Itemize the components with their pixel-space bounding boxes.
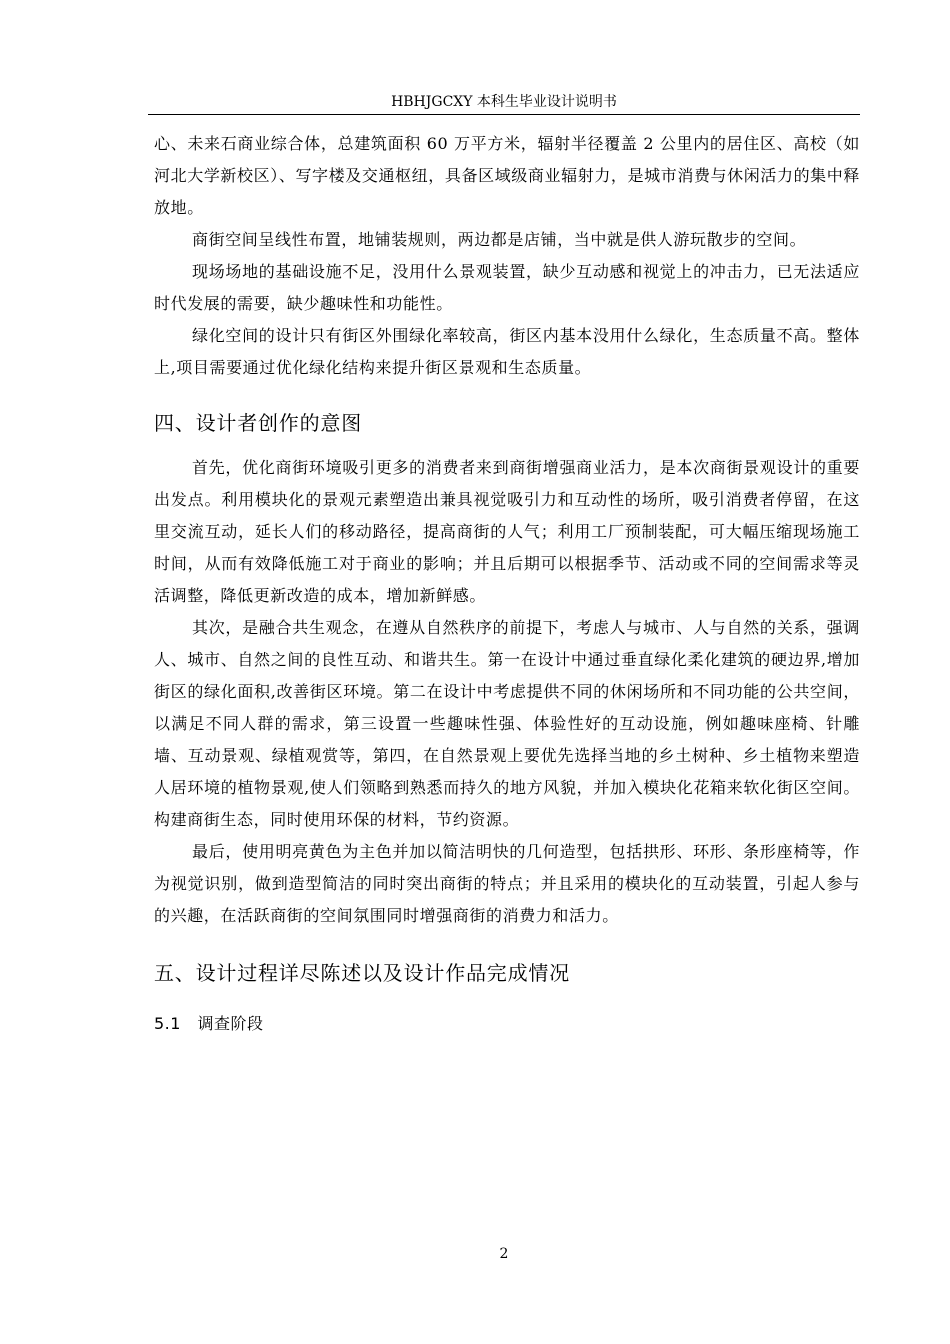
body-paragraph: 其次，是融合共生观念，在遵从自然秩序的前提下，考虑人与城市、人与自然的关系，强调人、城市、自然之间的良性互动、和谐共生。第一在设计中通过垂直绿化柔化建筑的硬边界,增加街区的绿化面积,改善街区环境。第二在设计中考虑提供不同的休闲场所和不同功能的公共空间，以满足不同人群的需求，第三设置一些趣味性强、体验性好的互动设施，例如趣味座椅、针雕墙、互动景观、绿植观赏等，第四，在自然景观上要优先选择当地的乡土树种、乡土植物来塑造人居环境的植物景观,使人们领略到熟悉而持久的地方风貌，并加入模块化花箱来软化街区空间。构建商街生态，同时使用环保的材料，节约资源。 bbox=[154, 618, 860, 829]
page-header: HBHJGCXY 本科生毕业设计说明书 bbox=[391, 94, 617, 110]
body-paragraph: 最后，使用明亮黄色为主色并加以简洁明快的几何造型，包括拱形、环形、条形座椅等，作为视觉识别，做到造型简洁的同时突出商街的特点；并且采用的模块化的互动装置，引起人参与的兴趣，在活跃商街的空间氛围同时增强商街的消费力和活力。 bbox=[154, 842, 860, 925]
spacer bbox=[154, 932, 860, 958]
spacer bbox=[154, 438, 860, 452]
subsection-heading: 5.1 调查阶段 bbox=[154, 1014, 264, 1033]
spacer bbox=[154, 384, 860, 408]
body-paragraph: 绿化空间的设计只有街区外围绿化率较高，街区内基本没用什么绿化，生态质量不高。整体上,项目需要通过优化绿化结构来提升街区景观和生态质量。 bbox=[154, 326, 860, 377]
body-paragraph: 商街空间呈线性布置，地铺装规则，两边都是店铺，当中就是供人游玩散步的空间。 bbox=[192, 230, 807, 249]
body-paragraph: 首先，优化商街环境吸引更多的消费者来到商街增强商业活力，是本次商街景观设计的重要出发点。利用模块化的景观元素塑造出兼具视觉吸引力和互动性的场所，吸引消费者停留，在这里交流互动，延长人们的移动路径，提高商街的人气；利用工厂预制装配，可大幅压缩现场施工时间，从而有效降低施工对于商业的影响；并且后期可以根据季节、活动或不同的空间需求等灵活调整，降低更新改造的成本，增加新鲜感。 bbox=[154, 458, 860, 605]
header-rule bbox=[148, 114, 860, 115]
body-paragraph: 现场场地的基础设施不足，没用什么景观装置，缺少互动感和视觉上的冲击力，已无法适应时代发展的需要，缺少趣味性和功能性。 bbox=[154, 262, 860, 313]
page-content bbox=[154, 128, 860, 1036]
section-heading: 五、设计过程详尽陈述以及设计作品完成情况 bbox=[154, 961, 570, 985]
body-paragraph: 心、未来石商业综合体，总建筑面积 60 万平方米，辐射半径覆盖 2 公里内的居住区、高校（如河北大学新校区）、写字楼及交通枢纽，具备区域级商业辐射力，是城市消费与休闲活力的集中释放地。 bbox=[154, 134, 860, 217]
spacer bbox=[154, 988, 860, 1012]
page-number: 2 bbox=[499, 1246, 509, 1262]
section-heading: 四、设计者创作的意图 bbox=[154, 411, 362, 435]
